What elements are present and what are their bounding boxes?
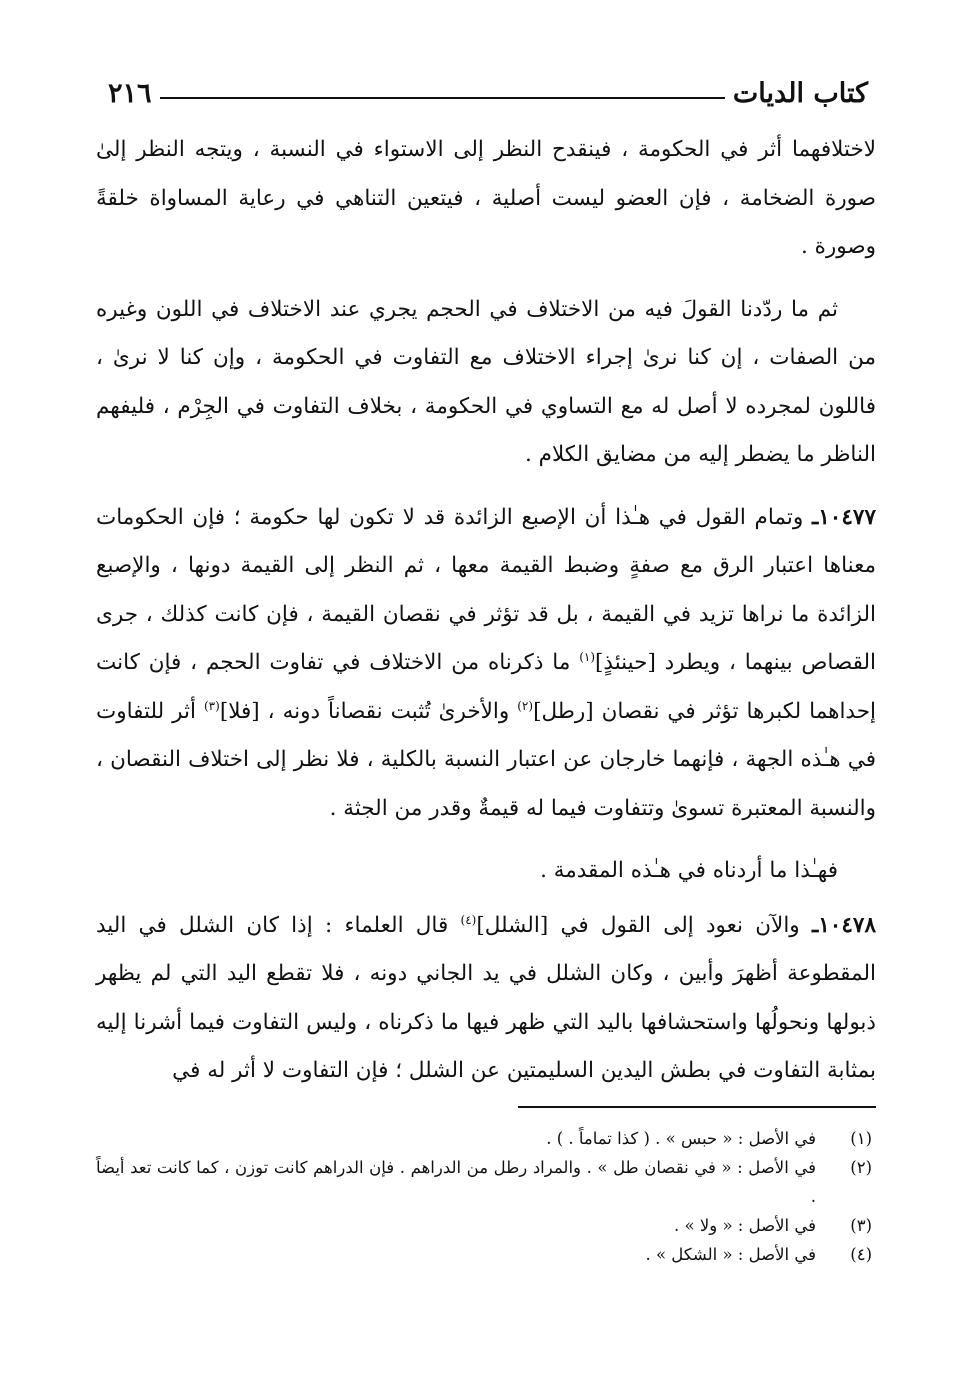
- paragraph-text: ما ذكرناه من الاختلاف في تفاوت الحجم ، فإن كانت إحداهما لكبرها تؤثر في نقصان [رطل]: [96, 650, 876, 724]
- paragraph-text: وتمام القول في هـٰذا أن الإصبع الزائدة قد لا تكون لها حكومة ؛ فإن الحكومات معناها اعتبار الرق مع صفةٍ وضبط القيمة معها ، ثم النظر إلى القيمة دونها ، والإصبع الزائدة ما نراها تزيد في القيمة ، بل قد تؤثر في نقصان القيمة ، فإن كانت كذلك ، جرى القصاص بينهما ، ويطرد [حينئذٍ]: [96, 504, 876, 675]
- footnote-number: (٣): [850, 1216, 872, 1235]
- footnote-text: في الأصل : « الشكل » .: [645, 1245, 816, 1264]
- footnote-number: (٢): [850, 1158, 872, 1177]
- footnote-2: [96, 1153, 876, 1211]
- paragraph-10478: [96, 902, 876, 1096]
- page-number: ٢١٦: [108, 77, 152, 109]
- footnote-1: [96, 1124, 876, 1153]
- paragraph-number: ١٠٤٧٨ـ: [811, 912, 876, 938]
- footnote-number: (١): [850, 1129, 872, 1148]
- paragraph-text: أثر للتفاوت في هـٰذه الجهة ، فإنهما خارجان عن اعتبار النسبة بالكلية ، فلا نظر إلى اختلاف النقصان ، والنسبة المعتبرة تسوىٰ وتتفاوت فيما له قيمةٌ وقدر من الجثة .: [96, 698, 876, 821]
- footnote-ref-3[interactable]: (٣): [203, 698, 220, 713]
- footnote-ref-4[interactable]: (٤): [460, 912, 477, 927]
- footnote-text: في الأصل : « ولا » .: [674, 1216, 816, 1235]
- footnote-divider: [518, 1106, 876, 1108]
- paragraph-4: فهـٰذا ما أردناه في هـٰذه المقدمة .: [540, 858, 838, 883]
- footnote-text: في الأصل : « حبس » . ( كذا تماماً . ) .: [546, 1129, 816, 1148]
- footnote-ref-1[interactable]: (١): [579, 649, 596, 664]
- page-header: [96, 70, 876, 116]
- footnote-3: [96, 1211, 876, 1240]
- body-text: [96, 126, 876, 1096]
- paragraph-2: ثم ما ردّدنا القولَ فيه من الاختلاف في الحجم يجري عند الاختلاف في اللون وغيره من الصفات ، إن كنا نرىٰ إجراء الاختلاف مع التفاوت في الحكومة ، وإن كنا لا نرىٰ ، فاللون لمجرده لا أصل له مع التساوي في الحكومة ، بخلاف التفاوت في الجِرْم ، فليفهم الناظر ما يضطر إليه من مضايق الكلام .: [96, 296, 876, 467]
- running-title: كتاب الديات: [732, 77, 868, 109]
- paragraph-text: قال العلماء : إذا كان الشلل في اليد المقطوعة أظهرَ وأبين ، وكان الشلل في يد الجاني دونه ، فلا تقطع اليد التي لم يظهر ذبولها ونحولُها واستحشافها باليد التي ظهر فيها ما ذكرناه ، وليس التفاوت فيما أشرنا إليه بمثابة التفاوت في بطش اليدين السليمتين عن الشلل ؛ فإن التفاوت لا أثر له في: [96, 912, 876, 1083]
- footnote-ref-2[interactable]: (٢): [517, 698, 534, 713]
- paragraph-1: لاختلافهما أثر في الحكومة ، فينقدح النظر إلى الاستواء في النسبة ، ويتجه النظر إلىٰ صورة الضخامة ، فإن العضو ليست أصلية ، فيتعين التناهي في رعاية المساواة خلقةً وصورة .: [96, 137, 876, 259]
- paragraph-text: والآن نعود إلى القول في [الشلل]: [476, 912, 812, 938]
- footnote-number: (٤): [850, 1245, 872, 1264]
- footnote-4: [96, 1240, 876, 1269]
- footnote-text: في الأصل : « في نقصان طل » . والمراد رطل من الدراهم . فإن الدراهم كانت توزن ، كما كانت تعد أيضاً .: [96, 1158, 816, 1206]
- paragraph-10477: [96, 494, 876, 834]
- footnotes: [96, 1124, 876, 1269]
- document-page: [96, 70, 876, 1264]
- paragraph-text: والأخرىٰ تُثبت نقصاناً دونه ، [فلا]: [219, 698, 518, 724]
- header-rule: [160, 97, 725, 99]
- paragraph-number: ١٠٤٧٧ـ: [811, 504, 876, 530]
